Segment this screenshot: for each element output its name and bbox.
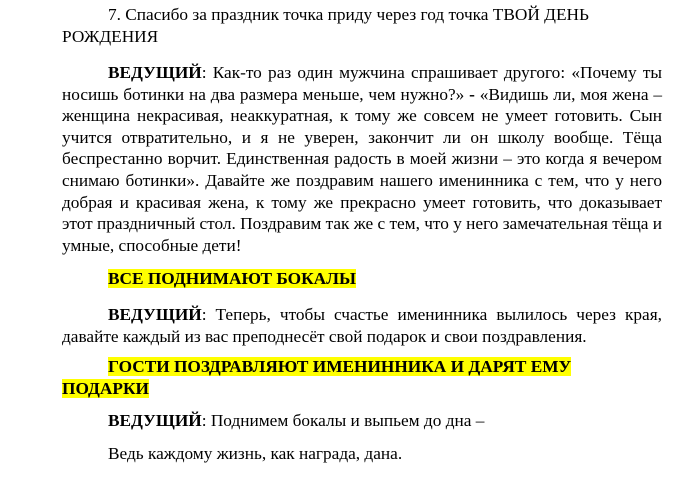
stage2-line1 <box>62 356 662 378</box>
highlighted-stage-direction: ПОДАРКИ <box>62 378 149 398</box>
host-paragraph-1 <box>62 62 662 256</box>
paragraph-text: «Видишь ли, моя жена – женщина некрасивая, неаккуратная, к тому же совсем не умеет готовить. Сын учится отвратительно, и я не уверен, закончит ли он школу вообще. Тёща беспрестанно ворчит. Единственная радость в моей жизни – это когда я вечером снимаю ботинки». Давайте же поздравим нашего именинника с тем, что у него добрая и красивая жена, к тому же прекрасно умеет готовить, что доказывает этот праздничный стол. Поздравим так же с тем, что у него замечательная тёща и умные, способные дети! <box>62 84 662 255</box>
speaker-label: ВЕДУЩИЙ <box>108 305 202 324</box>
host-paragraph-3 <box>62 410 662 432</box>
highlighted-stage-direction: ВСЕ ПОДНИМАЮТ БОКАЛЫ <box>108 269 356 288</box>
highlighted-stage-direction: ГОСТИ ПОЗДРАВЛЯЮТ ИМЕНИННИКА И ДАРЯТ ЕМУ <box>108 357 572 376</box>
paragraph-text: : Поднимем бокалы и выпьем до дна – <box>201 411 485 430</box>
speaker-label: ВЕДУЩИЙ <box>108 63 202 82</box>
item7-line1: 7. Спасибо за праздник точка приду через год точка ТВОЙ ДЕНЬ <box>108 5 589 24</box>
dash-separator: - <box>464 84 480 104</box>
paragraph-text: : Теперь, чтобы счастье именинника вылилось через края, давайте каждый из вас преподнесёт свой подарок и свои поздравления. <box>62 305 662 346</box>
verse-text: Ведь каждому жизнь, как награда, дана. <box>108 444 403 463</box>
item7-line2: РОЖДЕНИЯ <box>62 26 159 46</box>
verse-line <box>62 443 662 465</box>
stage-direction-1 <box>62 268 662 290</box>
speaker-label: ВЕДУЩИЙ <box>108 411 202 430</box>
stage2-line2 <box>62 378 662 400</box>
numbered-item-7 <box>62 4 662 47</box>
host-paragraph-2 <box>62 304 662 347</box>
paragraph-text: : Как-то раз один мужчина спрашивает другого: «Почему ты носишь ботинки на два размера меньше, чем нужно?» <box>62 63 662 104</box>
stage-direction-2 <box>62 356 662 399</box>
